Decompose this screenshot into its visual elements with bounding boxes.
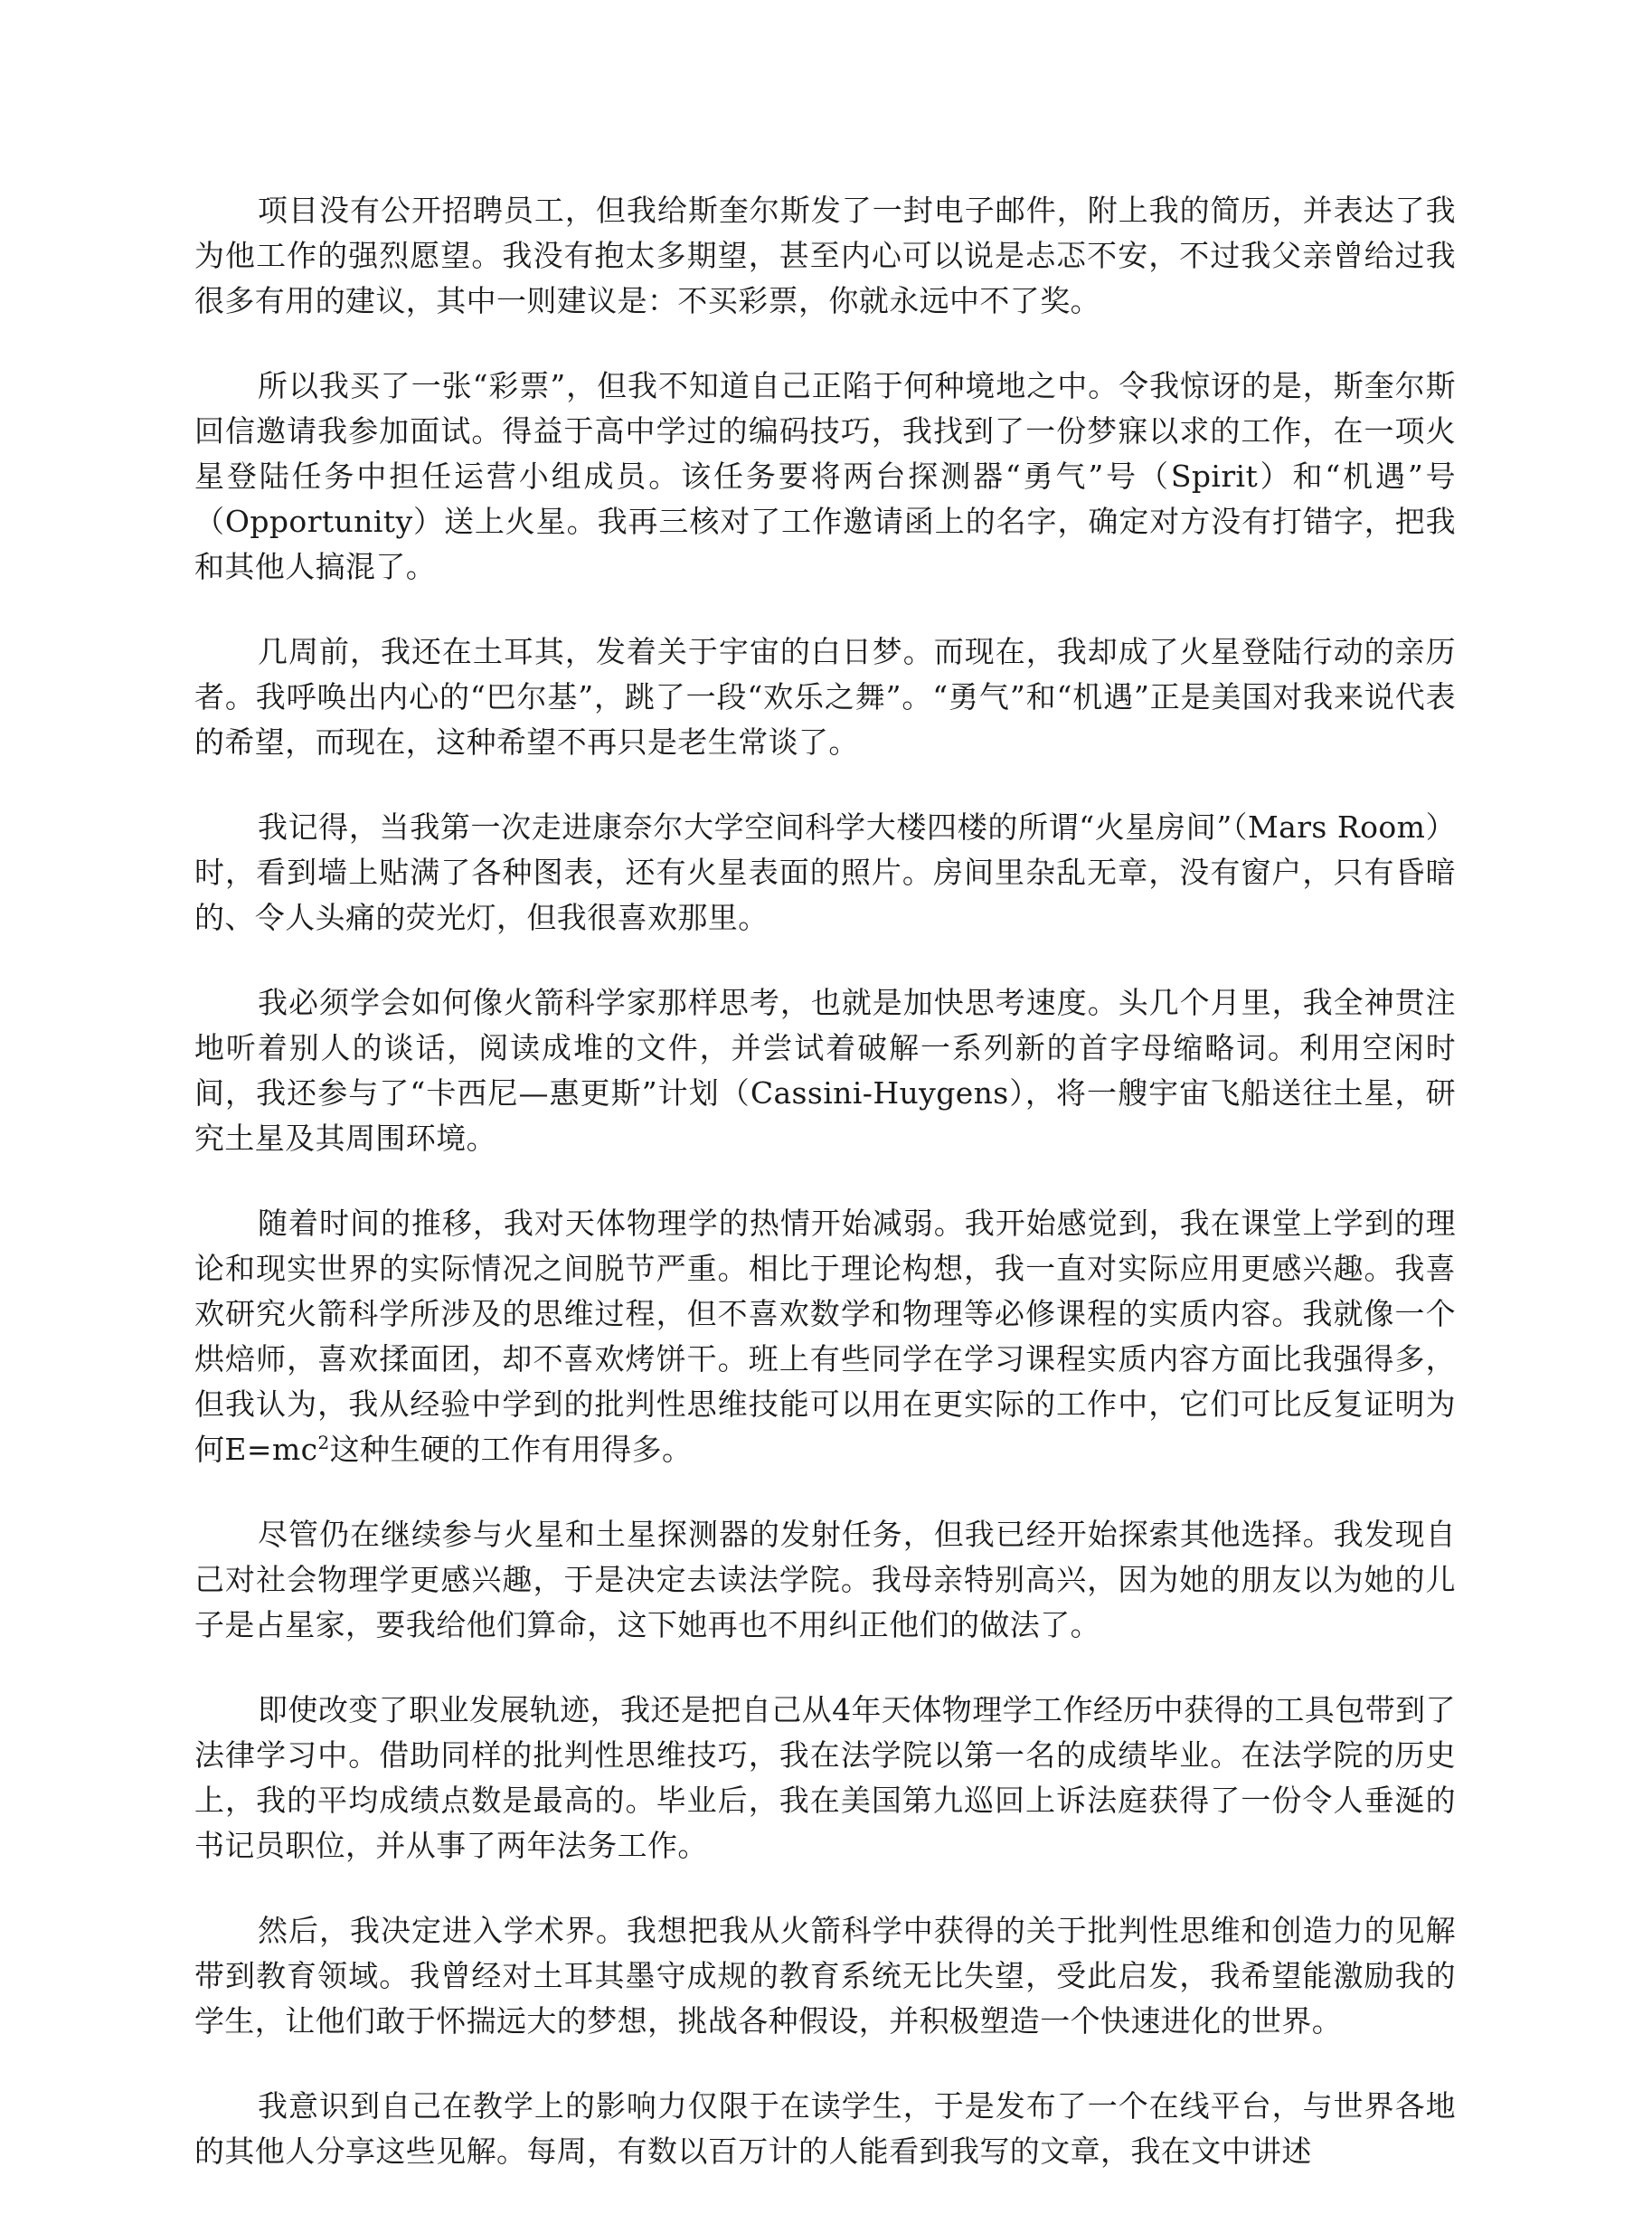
paragraph-9: 然后，我决定进入学术界。我想把我从火箭科学中获得的关于批判性思维和创造力的见解带到教育领域。我曾经对土耳其墨守成规的教育系统无比失望，受此启发，我希望能激励我的学生，让他们敢于怀揣远大的梦想，挑战各种假设，并积极塑造一个快速进化的世界。 bbox=[194, 1913, 1456, 2039]
paragraph-6-tail: 这种生硬的工作有用得多。 bbox=[329, 1432, 693, 1467]
document-body bbox=[194, 188, 1456, 2214]
paragraph-10: 我意识到自己在教学上的影响力仅限于在读学生，于是发布了一个在线平台，与世界各地的其他人分享这些见解。每周，有数以百万计的人能看到我写的文章，我在文中讲述 bbox=[194, 2088, 1456, 2169]
paragraph-8: 即使改变了职业发展轨迹，我还是把自己从4年天体物理学工作经历中获得的工具包带到了法律学习中。借助同样的批判性思维技巧，我在法学院以第一名的成绩毕业。在法学院的历史上，我的平均成绩点数是最高的。毕业后，我在美国第九巡回上诉法庭获得了一份令人垂涎的书记员职位，并从事了两年法务工作。 bbox=[194, 1692, 1456, 1863]
paragraph-7: 尽管仍在继续参与火星和土星探测器的发射任务，但我已经开始探索其他选择。我发现自己对社会物理学更感兴趣，于是决定去读法学院。我母亲特别高兴，因为她的朋友以为她的儿子是占星家，要我给他们算命，这下她再也不用纠正他们的做法了。 bbox=[194, 1517, 1456, 1642]
paragraph-6-main: 随着时间的推移，我对天体物理学的热情开始减弱。我开始感觉到，我在课堂上学到的理论和现实世界的实际情况之间脱节严重。相比于理论构想，我一直对实际应用更感兴趣。我喜欢研究火箭科学所涉及的思维过程，但不喜欢数学和物理等必修课程的实质内容。我就像一个烘焙师，喜欢揉面团，却不喜欢烤饼干。班上有些同学在学习课程实质内容方面比我强得多，但我认为，我从经验中学到的批判性思维技能可以用在更实际的工作中，它们可比反复证明为何E=mc bbox=[194, 1206, 1456, 1467]
paragraph-3: 几周前，我还在土耳其，发着关于宇宙的白日梦。而现在，我却成了火星登陆行动的亲历者。我呼唤出内心的“巴尔基”，跳了一段“欢乐之舞”。“勇气”和“机遇”正是美国对我来说代表的希望，而现在，这种希望不再只是老生常谈了。 bbox=[194, 634, 1456, 760]
paragraph-4: 我记得，当我第一次走进康奈尔大学空间科学大楼四楼的所谓“火星房间”（Mars Room）时，看到墙上贴满了各种图表，还有火星表面的照片。房间里杂乱无章，没有窗户，只有昏暗的、令人头痛的荧光灯，但我很喜欢那里。 bbox=[194, 809, 1456, 935]
paragraph-5: 我必须学会如何像火箭科学家那样思考，也就是加快思考速度。头几个月里，我全神贯注地听着别人的谈话，阅读成堆的文件，并尝试着破解一系列新的首字母缩略词。利用空闲时间，我还参与了“卡西尼—惠更斯”计划（Cassini-Huygens），将一艘宇宙飞船送往土星，研究土星及其周围环境。 bbox=[194, 985, 1456, 1156]
paragraph-6 bbox=[194, 1201, 1456, 1472]
paragraph-1: 项目没有公开招聘员工，但我给斯奎尔斯发了一封电子邮件，附上我的简历，并表达了我为他工作的强烈愿望。我没有抱太多期望，甚至内心可以说是忐忑不安，不过我父亲曾给过我很多有用的建议，其中一则建议是：不买彩票，你就永远中不了奖。 bbox=[194, 193, 1456, 318]
paragraph-2: 所以我买了一张“彩票”，但我不知道自己正陷于何种境地之中。令我惊讶的是，斯奎尔斯回信邀请我参加面试。得益于高中学过的编码技巧，我找到了一份梦寐以求的工作，在一项火星登陆任务中担任运营小组成员。该任务要将两台探测器“勇气”号（Spirit）和“机遇”号（Opportunity）送上火星。我再三核对了工作邀请函上的名字，确定对方没有打错字，把我和其他人搞混了。 bbox=[194, 368, 1456, 584]
paragraph-6-superscript: 2 bbox=[317, 1432, 330, 1453]
